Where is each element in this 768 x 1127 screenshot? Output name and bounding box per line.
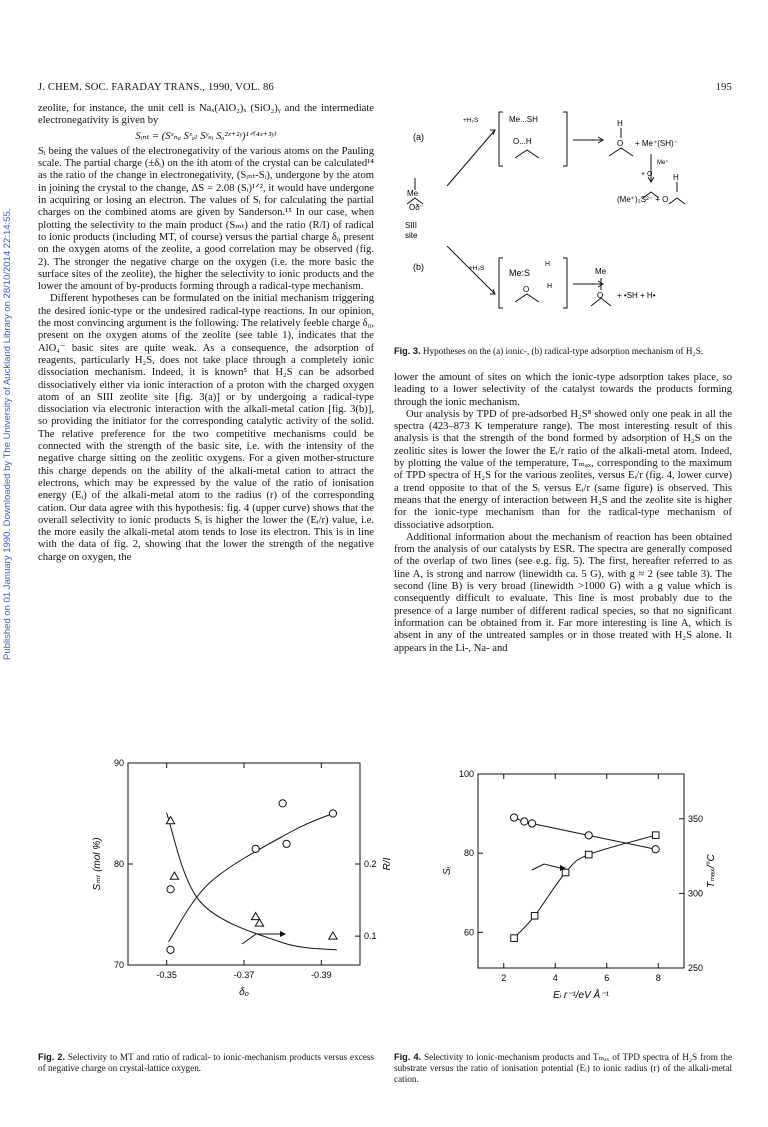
fig2-caption-text: Selectivity to MT and ratio of radical- to ionic-mechanism products versus excess of negative charge on crystal-lattice oxygen. — [38, 1052, 375, 1073]
right-paragraph-2: Our analysis by TPD of pre-adsorbed H₂S⁸ showed only one peak in all the spectra (423–873 K temperature range). The most interesting result of this analysis is that the strength of the bond formed by adsorption of H₂S on the zeolitic sites is lower the lower the Eᵢ/r ratio of the alkali-metal atom. Indeed, by plotting the value of the temperature, Tₘₐₓ, corresponding to the maximum of TPD spectra of H₂S for the various zeolites, versus Eᵢ/r (fig. 4, lower curve) a trend opposite to that of the Sᵢ versus Eᵢ/r (same figure) is observed. This means that the energy of interaction between H₂S and the zeolite site is higher for the ionic-type mechanism than for the radical-type mechanism of dissociative adsorption. — [394, 408, 732, 531]
y-tick-label: 100 — [458, 769, 474, 779]
square-point — [562, 869, 569, 876]
x-tick-label: -0.35 — [156, 970, 177, 980]
y2-tick-label: 250 — [688, 963, 704, 973]
fig3-product-a: + Me⁺(SH)⁻ — [635, 139, 678, 148]
fig3-caption — [394, 346, 732, 357]
y-tick-label: 80 — [113, 859, 124, 869]
y2-tick-label: 0.1 — [364, 931, 377, 942]
fig3-h-b: H — [545, 261, 551, 268]
fig3-me-sh: Me...SH — [509, 115, 538, 124]
running-title: J. CHEM. SOC. FARADAY TRANS., 1990, VOL. 86 — [38, 82, 274, 93]
right-paragraph-3: Additional information about the mechanism of reaction has been obtained from the analysis of our catalysts by ESR. The spectra are generally composed of the overlap of two lines (see e.g. fig. 5). The first, hereafter referred to as line A, is strong and narrow (linewidth ca. 5 G), with g ≈ 2 (see table 3). The second (line B) is very broad (linewidth >1000 G) with a g value which is consequently difficult to evaluate. This line is most probably due to the presence of a large number of different radical species, so that no significant information can be obtained from it. Far more interesting is line A, which is absent in any of the untreated samples or in those treated with H₂S alone. It appears in the Li-, Na- and — [394, 531, 732, 654]
y-tick-label: 80 — [463, 848, 474, 859]
fig3-delta-o: Oδ⁻ — [409, 203, 424, 212]
download-notice-text[interactable]: Published on 01 January 1990. Downloaded by The University of Auckland Library on 28/10/2014 22:14:55. — [2, 208, 13, 660]
download-notice — [2, 60, 20, 660]
circle-point — [252, 845, 259, 852]
y2-tick-label: 350 — [688, 813, 704, 824]
fig3-label-a: (a) — [413, 132, 424, 142]
fig2-chart — [52, 752, 393, 1022]
fig3-h2s-a: +H₂S — [463, 117, 479, 124]
circle-point — [279, 800, 286, 807]
fig4-chart — [420, 744, 720, 1044]
fig3-me-plus: Me⁺ — [657, 160, 669, 166]
fig4-caption-label: Fig. 4. — [394, 1052, 422, 1062]
fig3-h2s-b: +H₂S — [469, 265, 485, 272]
circle-point — [652, 846, 659, 853]
fig2-caption — [38, 1052, 374, 1074]
fig3-label-b: (b) — [413, 262, 424, 272]
fig3-o-h: O...H — [513, 137, 532, 146]
triangle-point — [170, 872, 178, 879]
fig3-site: site — [405, 231, 418, 240]
fig3-o-top: O — [617, 139, 624, 148]
axis-indicator-arrow — [532, 864, 560, 870]
fig3-siii: SIII — [405, 221, 418, 230]
circle-point — [283, 840, 290, 847]
fig2-plot-frame — [128, 763, 360, 965]
circle-point — [167, 946, 174, 953]
y2-axis-label: R/I — [382, 857, 393, 871]
triangle-point — [251, 912, 259, 919]
x-tick-label: 2 — [501, 973, 507, 983]
circle-point — [329, 810, 336, 817]
fig3-o-b: O — [523, 285, 530, 294]
right-column — [394, 372, 732, 655]
electronegativity-equation: Sᵢₙₜ = (Sˣₙₐ Sˣₐₗ Sʸₛᵢ Sₒ²ˣ⁺²ʸ)¹ᐟ⁽⁴ˣ⁺³ʸ⁾ — [135, 130, 277, 142]
circle-point — [528, 820, 535, 827]
circle-point — [585, 832, 592, 839]
fig3-product-b: + •SH + H• — [617, 291, 656, 300]
x-tick-label: 6 — [604, 973, 610, 983]
left-column — [38, 103, 374, 564]
fig3-h-b2: H — [547, 283, 553, 290]
circle-point — [521, 818, 528, 825]
page-number: 195 — [715, 82, 732, 93]
fig3-mechanism-diagram — [395, 98, 733, 330]
y-tick-label: 70 — [113, 960, 124, 970]
y-axis-label: Sᵢ — [442, 867, 453, 875]
axis-indicator-arrowhead — [280, 931, 286, 937]
square-point — [531, 912, 538, 919]
fig3-h-mid: H — [673, 173, 679, 182]
x-tick-label: 4 — [552, 973, 558, 983]
right-paragraph-1: lower the amount of sites on which the ionic-type adsorption takes place, so leading to a lower selectivity of the catalyst towards the products forming through the ionic mechanism. — [394, 372, 732, 408]
fig3-h-top: H — [617, 119, 623, 128]
x-axis-label: Eᵢ r⁻¹/eV Å⁻¹ — [553, 990, 609, 1001]
series-curve — [514, 835, 656, 938]
y2-axis-label: Tₘₐₓ/°C — [706, 854, 717, 888]
triangle-point — [329, 932, 337, 939]
fig3-me-site: Me — [407, 189, 419, 198]
fig3-caption-text: Hypotheses on the (a) ionic-, (b) radical-type adsorption mechanism of H₂S. — [422, 346, 704, 356]
square-point — [585, 851, 592, 858]
y2-tick-label: 300 — [688, 888, 704, 899]
fig4-plot-frame — [478, 774, 684, 968]
fig4-caption-text: Selectivity to ionic-mechanism products and Tₘₐₓ of TPD spectra of H₂S from the substrate versus the ratio of ionisation potential (Eᵢ) to ionic radius (r) of the alkali-metal cation. — [394, 1052, 733, 1084]
fig3-plus-o: + O — [641, 171, 653, 178]
left-paragraph-2: Sᵢ being the values of the electronegativity of the various atoms on the Pauling scale. The partial charge (±δᵢ) on the ith atom of the crystal can be calculated¹⁴ as the ratio of the change in electronegativity, (Sᵢₙₜ-Sᵢ), undergone by the atom in joining the crystal to the change, ΔS = 2.08 (Sᵢ)¹ᐟ², it would have undergone in acquiring or losing an electron. The values of Sᵢ for calculating the partial charges on the combined atoms are given by Sanderson.¹⁵ In our case, when plotting the selectivity to the main product (Sₘₜ) and the ratio (R/I) of radical to ionic products (including MT, of course) versus the partial charge δ₀ present on the oxygen atoms of the zeolite, a good correlation may be observed (fig. 2). The stronger the negative charge on the oxygen (i.e. the more basic the surface sites of the zeolite), the higher the selectivity to ionic products and the lower the amount of by-products forming through a radical-type mechanism. — [38, 145, 374, 293]
circle-point — [510, 814, 517, 821]
fig3-caption-label: Fig. 3. — [394, 346, 421, 356]
x-tick-label: -0.37 — [233, 970, 255, 980]
y-tick-label: 60 — [463, 927, 474, 938]
x-tick-label: -0.39 — [311, 970, 332, 980]
series-curve — [169, 812, 337, 942]
fig4-caption — [394, 1052, 732, 1085]
series-curve — [167, 813, 337, 950]
fig3-o-b2: O — [597, 291, 604, 300]
left-paragraph-3: Different hypotheses can be formulated on the initial mechanism triggering the desired ionic-type or the undesired radical-type reactions. In our opinion, the most convincing argument is the following. The relatively feeble charge δ₀, present on the oxygen atoms of the zeolite (see table 1), indicates that the AlO₄⁻ basic sites are quite weak. As a consequence, the adsorption of reagents, particularly H₂S, does not take place through a completely ionic dissociation mechanism. Indeed, it is known⁵ that H₂S can be adsorbed dissociatively either via ionic interaction of a proton with the charged oxygen atom of an SIII zeolite site [fig. 3(a)] or by undergoing a radical-type dissociation via electronic interaction with the alkali-metal cation [fig. 3(b)], so providing the initiator for the corresponding catalytic activity of the solid. The relative preference for the two competitive mechanisms could be connected with the strength of the basic site, i.e. with the intensity of the negative charge sitting on the zeolitic oxygens. For a given mother-structure this charge depends on the ability of the alkali-metal cation to attract the electrons, which may be expressed by the value of the ratio of ionisation energy (Eᵢ) of the alkali-metal atom to the radius (r) of the corresponding cation. Our data agree with this hypothesis: fig. 4 (upper curve) shows that the overall selectivity to ionic products Sᵢ is higher the lower the (Eᵢ/r) value, i.e. the more easily the alkali-metal atom tends to lose its electron. This is in line with the data of fig. 2, showing that the lower the strength of the negative charge on oxygen, the — [38, 293, 374, 563]
fig3-me2s: (Me⁺)₂S²⁻ + O — [617, 195, 669, 204]
fig2-caption-label: Fig. 2. — [38, 1052, 66, 1062]
x-tick-label: 8 — [655, 973, 661, 983]
y-axis-label: Sₘₜ (mol %) — [92, 837, 103, 891]
square-point — [511, 935, 518, 942]
fig3-me-b: Me — [595, 267, 607, 276]
y-tick-label: 90 — [113, 758, 124, 768]
running-header — [38, 82, 732, 96]
x-axis-label: δ₀ — [239, 987, 249, 998]
left-paragraph-1: zeolite, for instance, the unit cell is Naₓ(AlO₂)ₓ (SiO₂)ᵧ and the intermediate electronegativity is given by — [38, 103, 374, 127]
circle-point — [167, 886, 174, 893]
y2-tick-label: 0.2 — [364, 859, 377, 869]
fig3-me-s: Me:S — [509, 268, 531, 278]
square-point — [652, 832, 659, 839]
